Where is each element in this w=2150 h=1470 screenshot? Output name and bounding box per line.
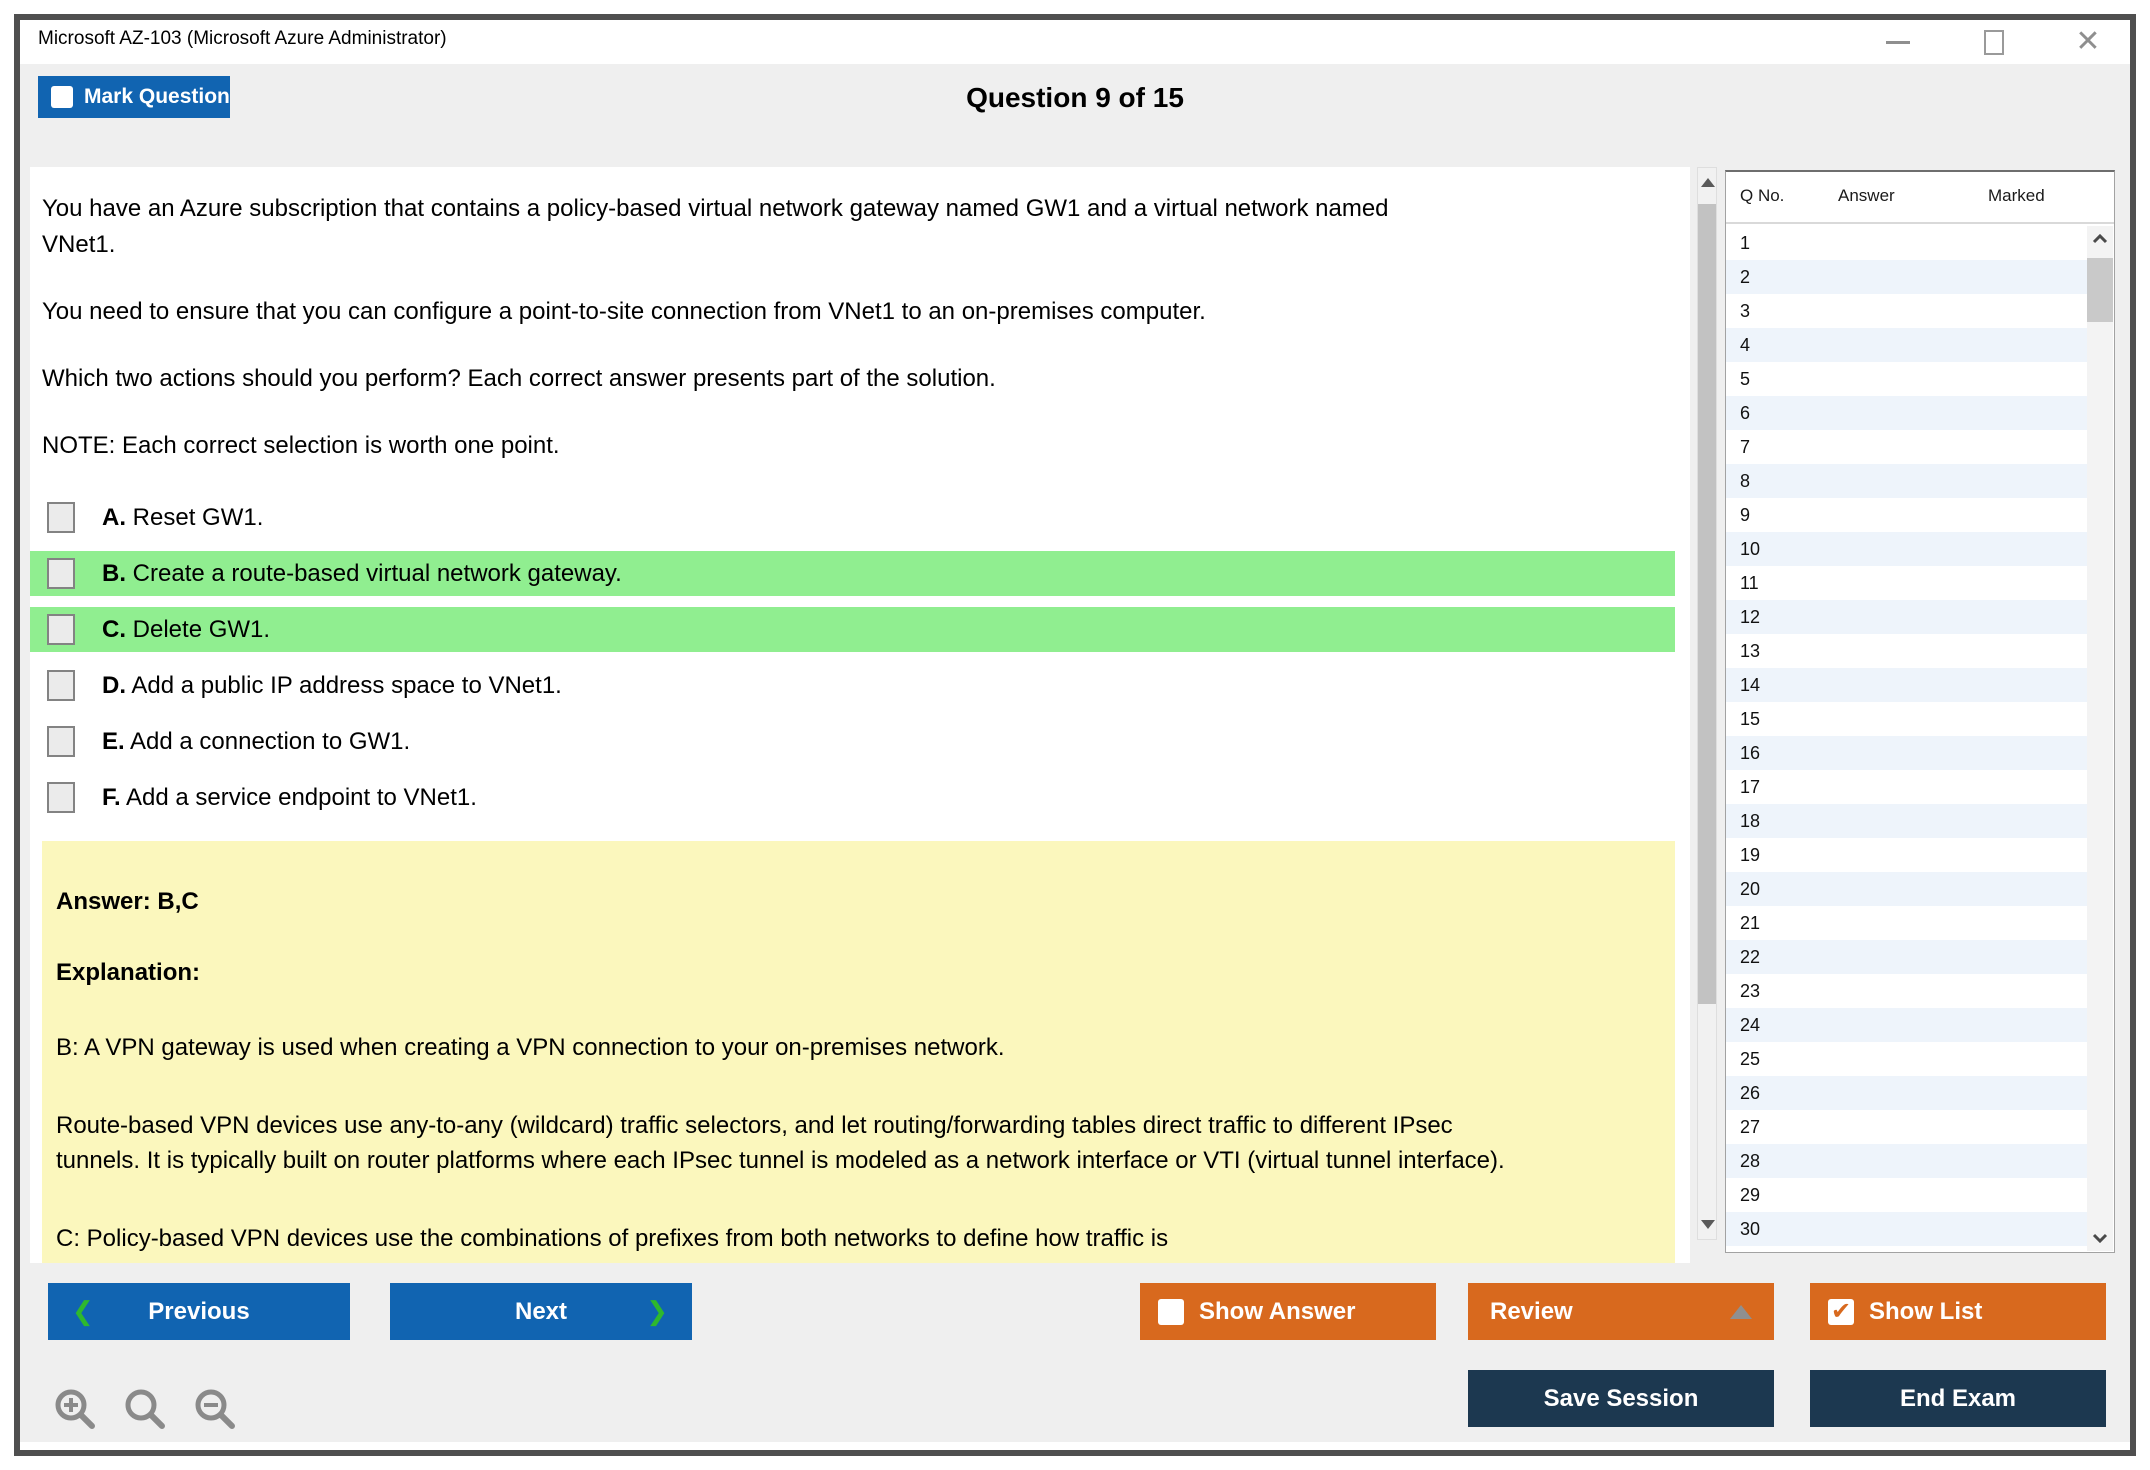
question-list-row[interactable] (1726, 600, 2087, 634)
question-list-row[interactable] (1726, 804, 2087, 838)
question-paragraph: Which two actions should you perform? Each correct answer presents part of the solution. (42, 365, 996, 392)
option-a-row[interactable] (30, 495, 1675, 540)
question-list-row[interactable] (1726, 362, 2087, 396)
scroll-down-icon[interactable] (2092, 1233, 2108, 1243)
question-number: 5 (1740, 368, 1751, 389)
save-session-button[interactable] (1468, 1370, 1774, 1427)
question-list-header (1726, 172, 2114, 224)
question-number: 19 (1740, 844, 1761, 865)
column-marked: Marked (1988, 186, 2045, 205)
option-letter: D. (102, 671, 126, 699)
triangle-up-icon (1730, 1305, 1752, 1319)
option-letter: C. (102, 615, 126, 643)
question-list-row[interactable] (1726, 1076, 2087, 1110)
scrollbar-thumb[interactable] (1698, 204, 1716, 1004)
question-list-row[interactable] (1726, 770, 2087, 804)
question-number: 29 (1740, 1184, 1761, 1205)
end-exam-label: End Exam (1899, 1384, 2017, 1412)
answer-line: Answer: B,C (56, 888, 199, 915)
show-answer-button[interactable] (1140, 1283, 1436, 1340)
option-letter: E. (102, 727, 125, 755)
show-list-button[interactable] (1810, 1283, 2106, 1340)
question-number: 30 (1740, 1218, 1761, 1239)
next-button[interactable] (390, 1283, 692, 1340)
option-f-row[interactable] (30, 775, 1675, 820)
question-list-row[interactable] (1726, 532, 2087, 566)
show-list-checkbox[interactable] (1828, 1299, 1854, 1325)
question-number: 2 (1740, 266, 1751, 287)
zoom-toolbar (52, 1386, 242, 1436)
save-session-label: Save Session (1543, 1384, 1699, 1412)
option-e-row[interactable] (30, 719, 1675, 764)
show-list-label: Show List (1869, 1297, 1983, 1325)
question-list-row[interactable] (1726, 396, 2087, 430)
column-answer: Answer (1838, 186, 1895, 205)
question-list-row[interactable] (1726, 668, 2087, 702)
question-number: 23 (1740, 980, 1761, 1001)
question-list-row[interactable] (1726, 1212, 2087, 1246)
question-list-row[interactable] (1726, 328, 2087, 362)
scrollbar-thumb[interactable] (2087, 258, 2113, 322)
question-list-row[interactable] (1726, 872, 2087, 906)
question-number: 14 (1740, 674, 1761, 695)
title-bar (20, 20, 2130, 64)
question-list-row[interactable] (1726, 634, 2087, 668)
question-list-row[interactable] (1726, 1110, 2087, 1144)
question-number: 11 (1740, 572, 1759, 593)
question-list-row[interactable] (1726, 1008, 2087, 1042)
question-number: 12 (1740, 606, 1761, 627)
question-number: 13 (1740, 640, 1761, 661)
question-list-row[interactable] (1726, 838, 2087, 872)
show-answer-label: Show Answer (1199, 1297, 1356, 1325)
question-list-row[interactable] (1726, 702, 2087, 736)
option-text: Create a route-based virtual network gateway. (132, 559, 622, 587)
option-a-checkbox[interactable] (47, 502, 75, 533)
mark-question-label: Mark Question (84, 85, 230, 108)
scroll-up-icon[interactable] (2092, 234, 2108, 244)
zoom-reset-icon[interactable] (122, 1386, 172, 1436)
question-number: 4 (1740, 334, 1751, 355)
question-list-row[interactable] (1726, 566, 2087, 600)
option-b-row[interactable] (30, 551, 1675, 596)
question-panel-scrollbar[interactable] (1697, 167, 1717, 1240)
minimize-button[interactable] (1868, 20, 1928, 64)
question-number: 25 (1740, 1048, 1761, 1069)
question-paragraph: You need to ensure that you can configure a point-to-site connection from VNet1 to an on-premises computer. (42, 298, 1206, 325)
explanation-paragraph: Route-based VPN devices use any-to-any (wildcard) traffic selectors, and let routing/forwarding tables direct traffic to different IPsec tunnels. It is typically built on router platforms where each IPsec tunnel is modeled as a network interface or VTI (virtual tunnel interface). (56, 1112, 1505, 1174)
option-letter: B. (102, 559, 126, 587)
question-list-rows (1726, 226, 2087, 1251)
option-text: Add a connection to GW1. (130, 727, 411, 755)
previous-button[interactable] (48, 1283, 350, 1340)
option-letter: F. (102, 783, 121, 811)
question-number: 28 (1740, 1150, 1761, 1171)
question-number: 16 (1740, 742, 1761, 763)
question-number: 21 (1740, 912, 1761, 933)
minimize-icon (1886, 41, 1910, 44)
question-number: 26 (1740, 1082, 1761, 1103)
question-number: 7 (1740, 436, 1751, 457)
question-list-row[interactable] (1726, 1178, 2087, 1212)
question-list-row[interactable] (1726, 498, 2087, 532)
option-text: Delete GW1. (132, 615, 271, 643)
option-f-checkbox[interactable] (47, 782, 75, 813)
question-number: 24 (1740, 1014, 1761, 1035)
option-b-checkbox[interactable] (47, 558, 75, 589)
option-d-checkbox[interactable] (47, 670, 75, 701)
end-exam-button[interactable] (1810, 1370, 2106, 1427)
review-label: Review (1490, 1297, 1573, 1325)
question-counter: Question 9 of 15 (966, 82, 1184, 113)
option-e-checkbox[interactable] (47, 726, 75, 757)
close-button[interactable] (2058, 20, 2118, 64)
next-label: Next (514, 1297, 568, 1325)
review-button[interactable] (1468, 1283, 1774, 1340)
question-number: 3 (1740, 300, 1751, 321)
option-text: Add a public IP address space to VNet1. (131, 671, 562, 699)
question-list-row[interactable] (1726, 294, 2087, 328)
options-list (30, 495, 1690, 820)
question-list-row[interactable] (1726, 430, 2087, 464)
question-number: 27 (1740, 1116, 1761, 1137)
column-qno: Q No. (1740, 186, 1785, 205)
question-list-panel (1725, 170, 2115, 1253)
question-number: 20 (1740, 878, 1761, 899)
option-text: Add a service endpoint to VNet1. (126, 783, 477, 811)
previous-label: Previous (148, 1297, 250, 1325)
zoom-out-icon[interactable] (192, 1386, 242, 1436)
chevron-left-icon: ❮ (72, 1296, 94, 1326)
close-icon: ✕ (2075, 25, 2101, 58)
question-list-row[interactable] (1726, 940, 2087, 974)
question-number: 15 (1740, 708, 1761, 729)
check-icon: ✔ (1830, 1297, 1852, 1325)
question-number: 1 (1740, 232, 1751, 253)
question-list-row[interactable] (1726, 1144, 2087, 1178)
answer-explanation-box (42, 841, 1675, 1263)
explanation-heading: Explanation: (56, 959, 201, 986)
question-list-row[interactable] (1726, 226, 2087, 260)
question-number: 10 (1740, 538, 1761, 559)
explanation-paragraph: B: A VPN gateway is used when creating a VPN connection to your on-premises network. (56, 1034, 1005, 1061)
show-answer-checkbox[interactable] (1158, 1299, 1184, 1325)
maximize-button[interactable] (1964, 20, 2024, 64)
option-text: Reset GW1. (132, 503, 264, 531)
option-c-row[interactable] (30, 607, 1675, 652)
question-list-row[interactable] (1726, 464, 2087, 498)
question-text (30, 167, 1690, 464)
question-list-row[interactable] (1726, 906, 2087, 940)
question-number: 6 (1740, 402, 1751, 423)
window-title: Microsoft AZ-103 (Microsoft Azure Administrator) (38, 28, 447, 49)
question-panel (30, 167, 1690, 1263)
scroll-down-icon[interactable] (1701, 1220, 1715, 1229)
question-number: 22 (1740, 946, 1761, 967)
question-paragraph: You have an Azure subscription that contains a policy-based virtual network gateway named GW1 and a virtual network named VNet1. (42, 195, 1389, 258)
zoom-in-icon[interactable] (52, 1386, 102, 1436)
option-letter: A. (102, 503, 126, 531)
chevron-right-icon: ❯ (646, 1296, 668, 1326)
question-list-row[interactable] (1726, 974, 2087, 1008)
maximize-icon (1984, 30, 2004, 55)
question-list-row[interactable] (1726, 260, 2087, 294)
question-paragraph: NOTE: Each correct selection is worth one point. (42, 432, 560, 459)
explanation-paragraph: C: Policy-based VPN devices use the combinations of prefixes from both networks to define how traffic is (56, 1225, 1169, 1252)
option-d-row[interactable] (30, 663, 1675, 708)
option-c-checkbox[interactable] (47, 614, 75, 645)
question-number: 8 (1740, 470, 1751, 491)
scroll-up-icon[interactable] (1701, 178, 1715, 187)
question-list-row[interactable] (1726, 736, 2087, 770)
question-list-row[interactable] (1726, 1042, 2087, 1076)
question-number: 9 (1740, 504, 1751, 525)
question-number: 17 (1740, 776, 1761, 797)
question-number: 18 (1740, 810, 1761, 831)
question-list-scrollbar[interactable] (2087, 226, 2113, 1251)
